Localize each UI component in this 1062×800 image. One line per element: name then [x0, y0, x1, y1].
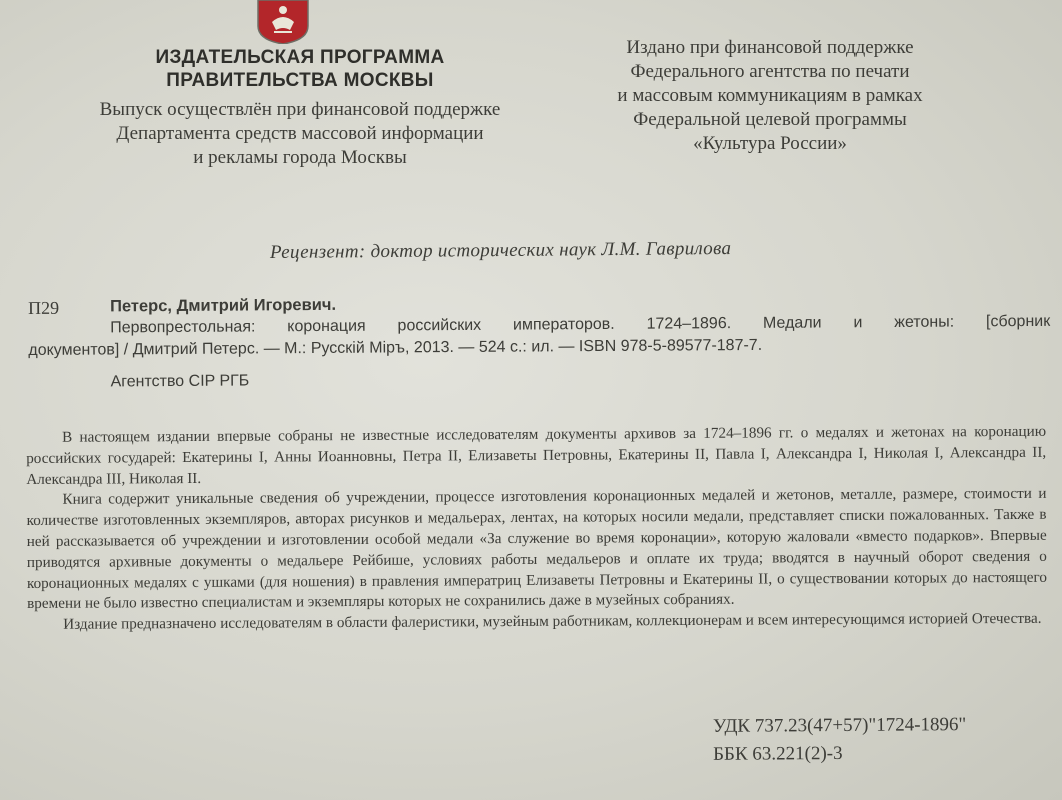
program-title-line1: ИЗДАТЕЛЬСКАЯ ПРОГРАММА [155, 47, 445, 68]
bibliographic-description [28, 311, 1051, 362]
federal-funding-block [560, 36, 980, 156]
federal-note-line4: Федеральной целевой программы [633, 109, 907, 130]
federal-note-line2: Федерального агентства по печати [630, 61, 910, 82]
federal-note-line5: «Культура России» [693, 133, 847, 154]
annotation-paragraph-1: В настоящем издании впервые собраны не известные исследователям документы архивов за 1724–1896 гг. о медалях и жетонах на коронацию российских государей: Екатерины I, Анны Иоанновны, Петра II, Елизаветы Петровны, Екатерины II, Павла I, Александра I, Николая I, Александра II, Александра III, Николая II. [26, 422, 1047, 488]
funding-note-line2: Департамента средств массовой информации [116, 123, 484, 144]
bbk-code: ББК 63.221(2)-3 [713, 742, 843, 765]
moscow-coat-of-arms-icon [254, 0, 312, 44]
annotation-paragraph-2: Книга содержит уникальные сведения об учреждении, процессе изготовления коронационных медалей и жетонов, металле, размере, стоимости и количестве изготовленных экземпляров, авторах рисунков и медальерах, лентах, на которых носили медали, представляет списки пожалованных. Также в ней рассказывается об учреждении и изготовлении особой медали «За служение во время коронации», которую жаловали «вместо подарков». Впервые приводятся архивные документы о медальере Рейбише, условиях работы медальеров и оплате их труда; вводятся в научный оборот сведения о коронационных медалях с ушками (для ношения) в правления императриц Елизаветы Петровны и Екатерины II, о существовании которых до настоящего времени не было известно специалистам и экземпляры которых не сохранились даже в музейных собраниях. [26, 485, 1047, 613]
annotation [26, 422, 1047, 636]
cip-agency: Агентство CIP РГБ [110, 372, 250, 391]
program-title-line2: ПРАВИТЕЛЬСТВА МОСКВЫ [166, 70, 434, 91]
classification-code: П29 [28, 297, 60, 318]
author-heading: Петерс, Дмитрий Игоревич. [109, 295, 337, 316]
biblio-line1: Первопрестольная: коронация российских императоров. 1724–1896. Медали и жетоны: [сборник [110, 312, 1051, 337]
federal-note-line1: Издано при финансовой поддержке [626, 37, 914, 58]
funding-note-line1: Выпуск осуществлён при финансовой поддержке [99, 99, 501, 120]
funding-note-moscow [70, 98, 530, 170]
federal-note-line3: и массовым коммуникациям в рамках [617, 85, 923, 106]
reviewer-line: Рецензент: доктор исторических наук Л.М. Гаврилова [269, 237, 732, 264]
biblio-line2: документов] / Дмитрий Петерс. — М.: Русскiй Мiръ, 2013. — 524 с.: ил. — ISBN 978-5-89577-187-7. [28, 336, 763, 359]
catalog-record [28, 291, 1051, 391]
udk-code: УДК 737.23(47+57)"1724-1896" [712, 714, 967, 737]
classification-codes [713, 711, 967, 769]
moscow-program-block [70, 46, 530, 170]
funding-note-line3: и рекламы города Москвы [193, 147, 407, 168]
annotation-paragraph-3: Издание предназначено исследователям в области фалеристики, музейным работникам, коллекционерам и всем интересующимся историей Отечества. [63, 609, 1042, 633]
